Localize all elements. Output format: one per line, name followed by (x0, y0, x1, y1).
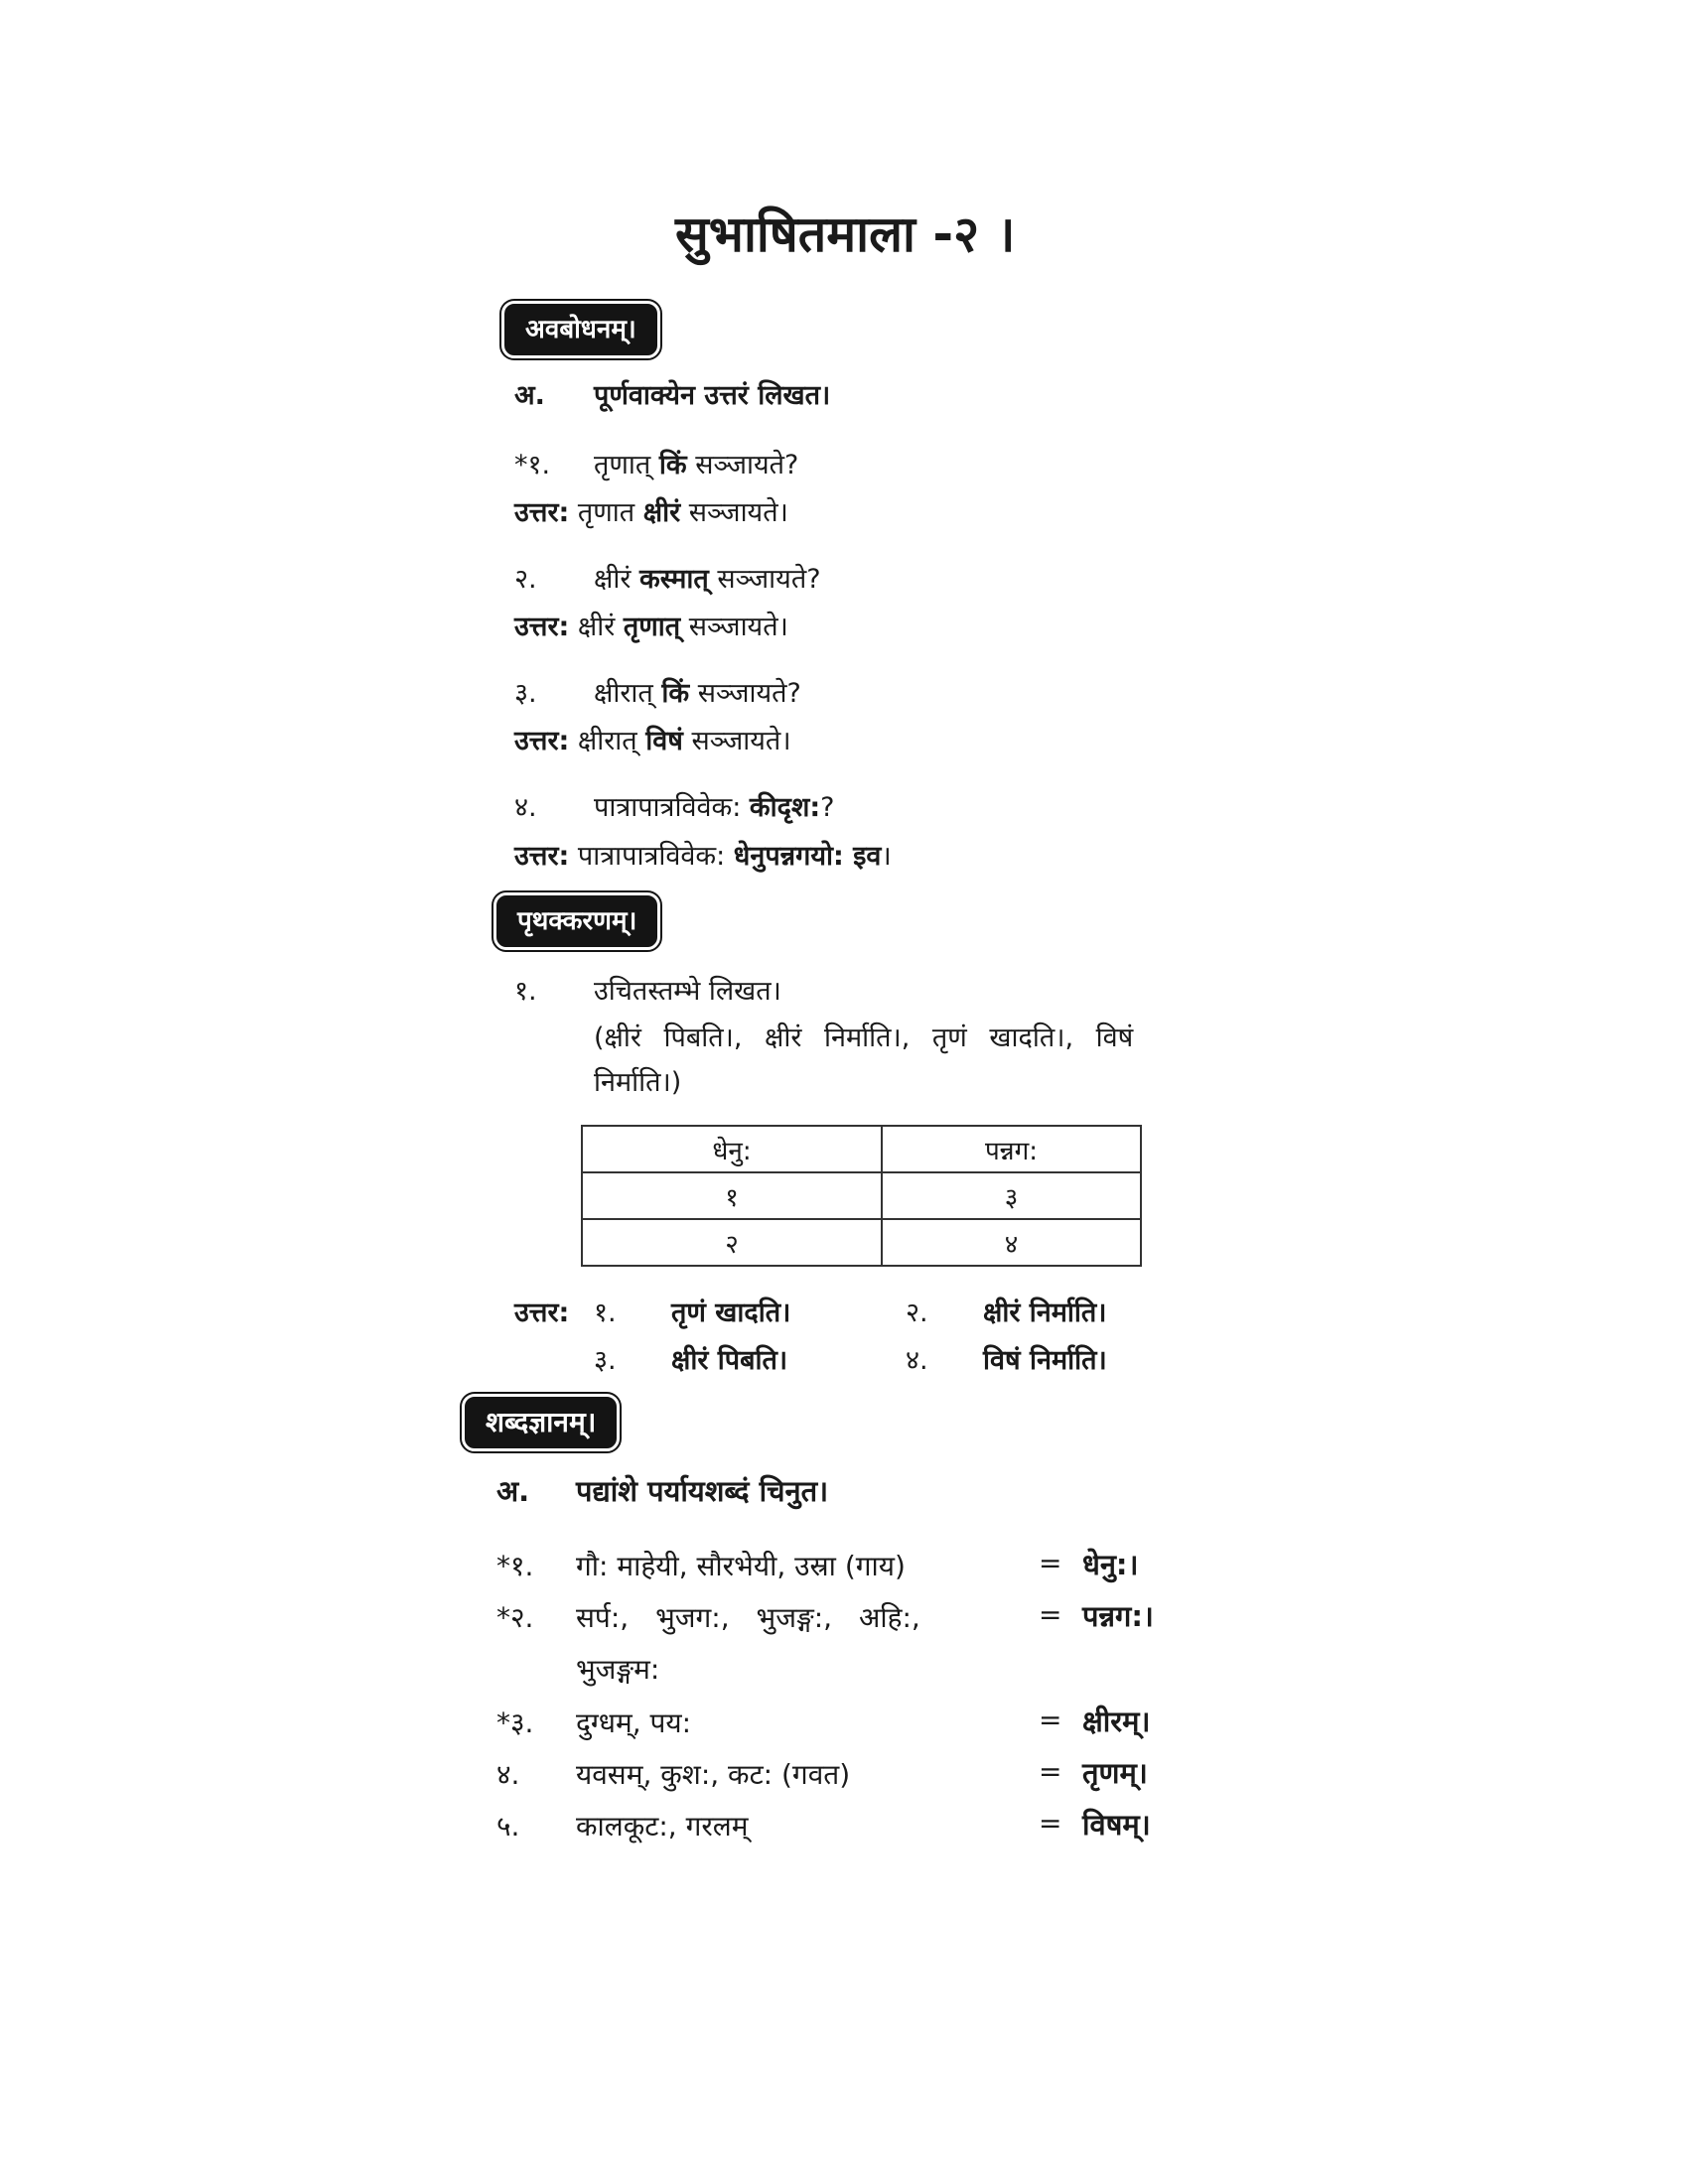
answer-text: सञ्जायते। (691, 726, 791, 756)
table-header-row (582, 1126, 1141, 1172)
question-text: सञ्जायते? (697, 678, 801, 709)
synonym-list: यवसम्, कुश:, कट: (गवत) (576, 1758, 851, 1791)
question-text: तृणात् (594, 450, 651, 480)
table-cell: १ (582, 1172, 882, 1219)
question-text: क्षीरं (594, 564, 632, 595)
answer-text: सञ्जायते। (688, 612, 788, 642)
answer-keyword: धेनुपन्नगयो: इव (733, 841, 882, 872)
answer-text: सञ्जायते। (688, 497, 788, 528)
equals-sign: = (1039, 1755, 1062, 1788)
answer-label: उत्तर: (514, 726, 570, 756)
answer-3 (514, 721, 791, 757)
answer-text: क्षीरात् (577, 726, 637, 756)
options-line-2: निर्माति।) (594, 1067, 682, 1098)
question-text: क्षीरात् (594, 678, 653, 709)
page-title: सुभाषितमाला -२ । (675, 205, 1016, 263)
question-number: ३. (514, 678, 537, 709)
table-row (582, 1172, 1141, 1219)
table-cell: २ (582, 1219, 882, 1266)
section-heading (496, 1471, 828, 1510)
question-number: *१. (514, 450, 551, 480)
answer-keyword: विषं (645, 726, 683, 756)
answer-text: पात्रापात्रविवेक: (577, 841, 726, 872)
synonym-answer: विषम्। (1082, 1808, 1151, 1842)
answer-number: २. (906, 1297, 928, 1328)
synonym-row-5 (496, 1807, 749, 1844)
answer-keyword: क्षीरं (642, 497, 681, 528)
synonym-list: दुग्धम्, पय: (576, 1706, 692, 1739)
heading-text: पूर्णवाक्येन उत्तरं लिखत। (594, 380, 831, 411)
answer-label: उत्तर: (514, 1297, 570, 1328)
answer-text: तृणं खादति। (671, 1297, 791, 1328)
question-number: २. (514, 564, 537, 595)
synonym-list: कालकूट:, गरलम् (576, 1810, 749, 1843)
synonym-list: गौ: माहेयी, सौरभेयी, उस्रा (गाय) (576, 1550, 906, 1582)
answer-item-3 (594, 1340, 787, 1377)
synonym-row-3 (496, 1704, 691, 1741)
section-tag-shabdajnanam: शब्दज्ञानम्। (465, 1397, 617, 1448)
answer-number: ३. (594, 1345, 617, 1376)
answer-text: तृणात (577, 497, 635, 528)
question-number: ४. (514, 792, 537, 823)
table-header-cell: पन्नग: (882, 1126, 1141, 1172)
table-cell: ४ (882, 1219, 1141, 1266)
answer-keyword: तृणात् (623, 612, 681, 642)
table-header-cell: धेनु: (582, 1126, 882, 1172)
options-line-1: (क्षीरं पिबति।, क्षीरं निर्माति।, तृणं खादति।, विषं (594, 1023, 1134, 1053)
answer-number: १. (594, 1297, 617, 1328)
synonym-list: सर्प:, भुजग:, भुजङ्ग:, अहि:, (576, 1601, 920, 1634)
question-keyword: किं (661, 678, 690, 709)
item-number: *३. (496, 1706, 534, 1739)
question-number: १. (514, 976, 537, 1007)
question-keyword: कीदृश: (749, 792, 821, 823)
question-4 (514, 787, 834, 824)
table-row (582, 1219, 1141, 1266)
question-keyword: किं (658, 450, 687, 480)
answer-text: क्षीरं निर्माति। (983, 1297, 1107, 1328)
item-number: ५. (496, 1810, 520, 1843)
question-1 (514, 445, 798, 481)
equals-sign: = (1039, 1704, 1062, 1736)
synonym-row-2 (496, 1598, 920, 1636)
synonym-row-2-continuation: भुजङ्गम: (576, 1653, 660, 1686)
answer-item-4 (906, 1340, 1107, 1377)
heading-number: अ. (496, 1474, 530, 1508)
answer-label: उत्तर: (514, 497, 570, 528)
answer-label: उत्तर: (514, 841, 570, 872)
answer-text: क्षीरं (577, 612, 616, 642)
answer-number: ४. (906, 1345, 928, 1376)
answer-text: क्षीरं पिबति। (671, 1345, 788, 1376)
question-3 (514, 673, 801, 710)
equals-sign: = (1039, 1807, 1062, 1840)
question-text: सञ्जायते? (717, 564, 821, 595)
item-number: ४. (496, 1758, 520, 1791)
answer-text: विषं निर्माति। (983, 1345, 1107, 1376)
question-text: सञ्जायते? (695, 450, 799, 480)
heading-number: अ. (514, 380, 545, 411)
question-text: पात्रापात्रविवेक: (594, 792, 742, 823)
answer-item-2 (906, 1293, 1107, 1329)
synonym-answer: तृणम्। (1082, 1756, 1148, 1790)
section-heading (514, 375, 830, 412)
question-text: ? (820, 792, 835, 823)
equals-sign: = (1039, 1598, 1062, 1631)
table-cell: ३ (882, 1172, 1141, 1219)
answer-text: । (881, 841, 892, 872)
answer-1 (514, 492, 788, 529)
synonym-answer: क्षीरम्। (1082, 1705, 1151, 1738)
answer-label: उत्तर: (514, 612, 570, 642)
item-number: *२. (496, 1601, 534, 1634)
synonym-row-1 (496, 1547, 906, 1584)
section-tag-avabodhanam: अवबोधनम्। (504, 304, 657, 355)
instruction-line (514, 971, 781, 1008)
item-number: *१. (496, 1550, 534, 1582)
section-tag-prithakkaranam: पृथक्करणम्। (496, 895, 657, 947)
synonym-row-4 (496, 1755, 850, 1793)
question-keyword: कस्मात् (639, 564, 709, 595)
answer-2 (514, 607, 788, 643)
synonym-answer: धेनु:। (1082, 1548, 1139, 1581)
answer-4 (514, 836, 892, 873)
question-2 (514, 559, 821, 596)
synonym-answer: पन्नग:। (1082, 1599, 1154, 1633)
answer-item-1 (594, 1293, 790, 1329)
equals-sign: = (1039, 1547, 1062, 1579)
classification-table (581, 1125, 1142, 1267)
instruction-text: उचितस्तम्भे लिखत। (594, 976, 781, 1007)
heading-text: पद्यांशे पर्यायशब्दं चिनुत। (576, 1474, 829, 1508)
